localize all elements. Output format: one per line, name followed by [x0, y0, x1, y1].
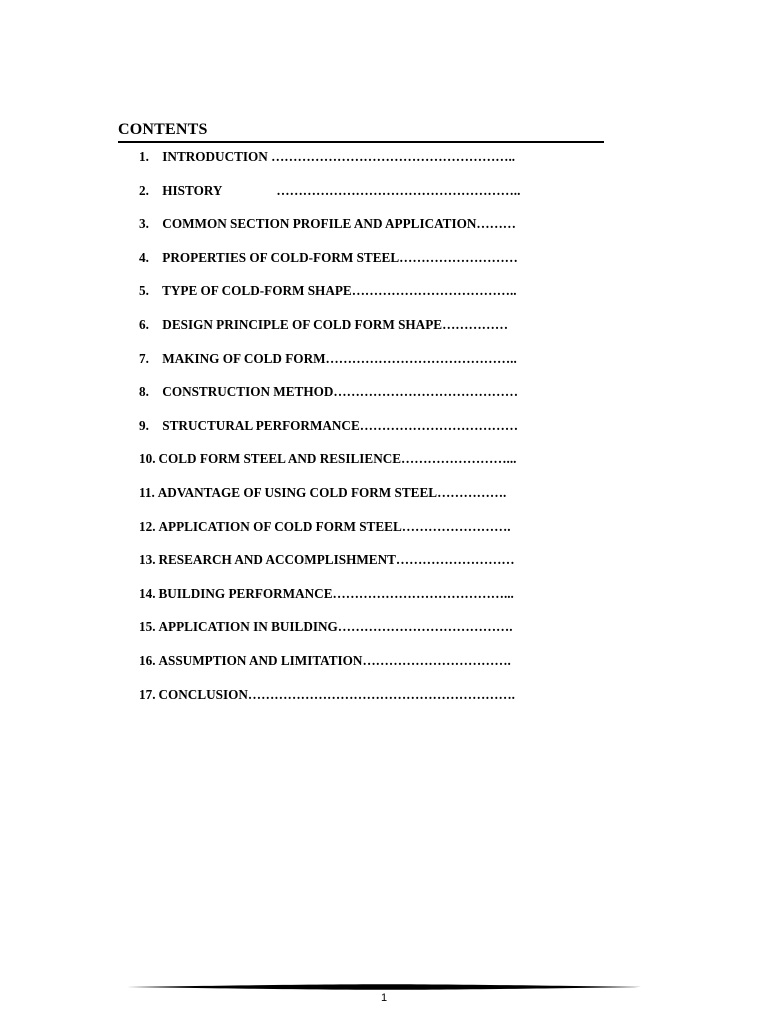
toc-item-resilience — [139, 448, 520, 482]
toc-item-properties — [139, 247, 520, 281]
toc-item-title: BUILDING PERFORMANCE — [158, 585, 333, 601]
toc-item-leader: ……………………………….. — [351, 283, 517, 299]
toc-item-number: 8. — [139, 384, 149, 400]
toc-item-title: INTRODUCTION — [162, 149, 268, 164]
toc-item-leader: …………………………………. — [337, 619, 513, 635]
toc-item-research — [139, 549, 520, 583]
toc-item-number: 1. — [139, 149, 149, 164]
toc-item-title: DESIGN PRINCIPLE OF COLD FORM SHAPE — [162, 316, 443, 332]
toc-item-type-of-shape — [139, 280, 520, 314]
table-of-contents — [139, 146, 520, 717]
toc-item-leader: ……………………. — [401, 518, 511, 534]
toc-item-application-in-building — [139, 616, 520, 650]
toc-item-title: MAKING OF COLD FORM — [162, 350, 326, 366]
toc-item-leader: ……………………... — [401, 451, 517, 467]
toc-item-number: 11. — [139, 484, 155, 500]
toc-item-design-principle — [139, 314, 520, 348]
toc-item-number: 3. — [139, 216, 149, 232]
toc-item-number: 5. — [139, 283, 149, 299]
toc-item-number: 14. — [139, 585, 156, 601]
toc-item-construction-method — [139, 381, 520, 415]
toc-item-introduction — [139, 146, 520, 180]
contents-heading: CONTENTS — [118, 121, 604, 143]
toc-item-number: 6. — [139, 316, 149, 332]
toc-item-leader: ……………………………………………………. — [247, 686, 515, 702]
toc-item-leader: ……………………… — [399, 249, 518, 265]
toc-item-leader: …………………………………….. — [325, 350, 517, 366]
toc-item-title: COLD FORM STEEL AND RESILIENCE — [158, 451, 402, 467]
toc-item-advantage — [139, 482, 520, 516]
footer-rule — [127, 984, 641, 990]
toc-item-history — [139, 180, 520, 214]
toc-item-number: 7. — [139, 350, 149, 366]
toc-item-title: CONSTRUCTION METHOD — [162, 384, 334, 400]
toc-item-number: 12. — [139, 518, 156, 534]
toc-item-making-of-cold-form — [139, 348, 520, 382]
toc-item-number: 17. — [139, 686, 156, 702]
toc-item-number: 10. — [139, 451, 156, 467]
toc-item-number: 9. — [139, 417, 149, 433]
toc-item-leader: ……… — [476, 216, 516, 232]
toc-item-structural-performance — [139, 415, 520, 449]
toc-item-number: 13. — [139, 552, 156, 568]
toc-item-title: HISTORY — [162, 182, 223, 198]
toc-item-leader: ……………………………. — [362, 652, 511, 668]
toc-item-leader: …………… — [442, 316, 508, 332]
toc-item-building-performance — [139, 583, 520, 617]
toc-item-title: CONCLUSION — [158, 686, 248, 702]
toc-item-title: COMMON SECTION PROFILE AND APPLICATION — [162, 216, 477, 232]
toc-item-leader: …………………………………… — [333, 384, 519, 400]
toc-item-title: PROPERTIES OF COLD-FORM STEEL — [162, 249, 400, 265]
toc-item-number: 16. — [139, 652, 156, 668]
toc-item-leader: ……………………………………………….. — [276, 182, 521, 198]
toc-item-leader: …………………………………... — [332, 585, 514, 601]
toc-item-number: 15. — [139, 619, 156, 635]
toc-item-title: TYPE OF COLD-FORM SHAPE — [162, 283, 352, 299]
toc-item-title: ASSUMPTION AND LIMITATION — [158, 652, 363, 668]
toc-item-title: ADVANTAGE OF USING COLD FORM STEEL — [157, 484, 438, 500]
toc-item-application-of-steel — [139, 516, 520, 550]
toc-item-title: APPLICATION OF COLD FORM STEEL — [158, 518, 402, 534]
toc-item-leader: ……………………………………………….. — [267, 149, 516, 164]
toc-item-title: RESEARCH AND ACCOMPLISHMENT — [158, 552, 396, 568]
toc-item-assumption — [139, 650, 520, 684]
toc-item-leader: ……………………… — [395, 552, 515, 568]
toc-item-title: APPLICATION IN BUILDING — [158, 619, 338, 635]
toc-item-conclusion — [139, 684, 520, 718]
toc-item-leader: ……………. — [437, 484, 507, 500]
page-number: 1 — [380, 992, 388, 1004]
toc-item-number: 2. — [139, 182, 149, 198]
toc-item-leader: ……………………………… — [359, 417, 519, 433]
toc-item-title: STRUCTURAL PERFORMANCE — [162, 417, 360, 433]
toc-item-common-section-profile — [139, 213, 520, 247]
toc-item-number: 4. — [139, 249, 149, 265]
